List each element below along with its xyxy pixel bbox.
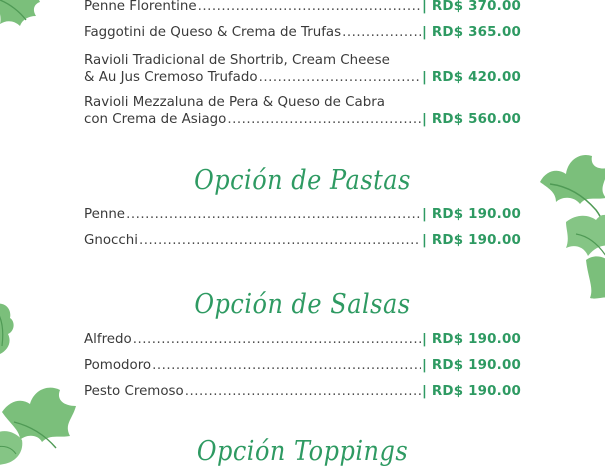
menu-item-price: | RD$ 190.00: [421, 384, 521, 399]
menu-item-price: | RD$ 365.00: [421, 25, 521, 40]
dot-leader: [152, 357, 421, 374]
menu-item: [84, 232, 521, 249]
menu-item: [84, 0, 521, 15]
menu-item: [84, 94, 521, 128]
menu-item-name-line2: con Crema de Asiago: [84, 112, 227, 127]
dot-leader: [139, 232, 421, 249]
menu-item-price: | RD$ 190.00: [421, 207, 521, 222]
menu-item-name: Penne Florentine: [84, 0, 197, 14]
menu-item-name: Alfredo: [84, 332, 132, 347]
section-title-toppings: Opción Toppings: [196, 435, 409, 467]
menu-item-name-line1: Ravioli Tradicional de Shortrib, Cream Cheese: [84, 53, 390, 68]
menu-item-name: Pesto Cremoso: [84, 384, 184, 399]
menu-item-name: Pomodoro: [84, 358, 152, 373]
menu-item-name: Faggotini de Queso & Crema de Trufas: [84, 25, 342, 40]
menu-item: [84, 206, 521, 223]
menu-item-price: | RD$ 190.00: [421, 332, 521, 347]
menu-item: [84, 52, 521, 86]
dot-leader: [126, 206, 421, 223]
menu-item-name-line1: Ravioli Mezzaluna de Pera & Queso de Cabra: [84, 95, 385, 110]
menu-item-name-line2: & Au Jus Cremoso Trufado: [84, 70, 258, 85]
menu-item-price: | RD$ 190.00: [421, 358, 521, 373]
menu-item: [84, 24, 521, 41]
menu-item-price: | RD$ 190.00: [421, 233, 521, 248]
section-title-salsas: Opción de Salsas: [194, 288, 411, 320]
section-title-pastas: Opción de Pastas: [194, 164, 411, 196]
dot-leader: [185, 383, 421, 400]
parsley-leaf-top-left-icon: [0, 0, 44, 30]
menu-item: [84, 383, 521, 400]
dot-leader: [227, 111, 421, 128]
dot-leader: [342, 24, 421, 41]
menu-item-price: | RD$ 560.00: [421, 112, 521, 127]
menu-item-price: | RD$ 420.00: [421, 70, 521, 85]
menu-item-price: | RD$ 370.00: [421, 0, 521, 14]
menu-item: [84, 331, 521, 348]
dot-leader: [198, 0, 421, 15]
dot-leader: [259, 69, 421, 86]
menu-item-name: Penne: [84, 207, 126, 222]
menu-item-name: Gnocchi: [84, 233, 138, 248]
dot-leader: [133, 331, 421, 348]
menu-item: [84, 357, 521, 374]
